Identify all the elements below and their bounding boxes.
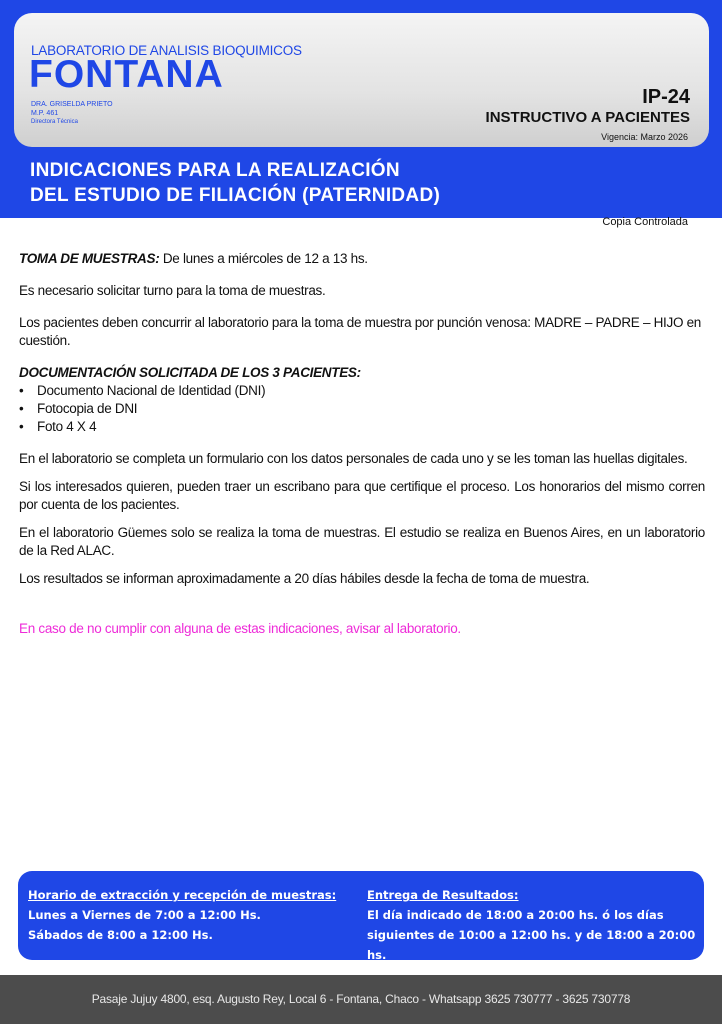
- toma-label: TOMA DE MUESTRAS:: [19, 251, 160, 266]
- doctor-role: Directora Técnica: [31, 119, 78, 125]
- entrega-line-2: siguientes de 10:00 a 12:00 hs. y de 18:00 a 20:00 hs.: [367, 928, 696, 962]
- document-type: INSTRUCTIVO A PACIENTES: [485, 109, 690, 126]
- formulario-paragraph: En el laboratorio se completa un formulario con los datos personales de cada uno y se les toman las huellas digitales.: [19, 451, 688, 466]
- documentacion-title: DOCUMENTACIÓN SOLICITADA DE LOS 3 PACIENTES:: [19, 365, 361, 380]
- page-title: [30, 158, 440, 208]
- escribano-paragraph: Si los interesados quieren, pueden traer un escribano para que certifique el proceso. Los honorarios del mismo corren por cuenta de los pacientes.: [19, 479, 705, 512]
- horario-title: Horario de extracción y recepción de muestras:: [28, 888, 337, 902]
- footer-address: Pasaje Jujuy 4800, esq. Augusto Rey, Local 6 - Fontana, Chaco - Whatsapp 3625 730777 - 3625 730778: [91, 992, 631, 1006]
- document-body: [19, 250, 705, 638]
- lab-logo-name: FONTANA: [29, 53, 224, 96]
- header-band: [0, 0, 722, 218]
- horario-line-2: Sábados de 8:00 a 12:00 Hs.: [28, 928, 213, 942]
- doctor-mp: M.P. 461: [31, 110, 59, 117]
- horario-column: [28, 885, 336, 945]
- vigencia-date: Vigencia: Marzo 2026: [601, 132, 688, 142]
- title-line-1: INDICACIONES PARA LA REALIZACIÓN: [30, 160, 400, 181]
- resultados-paragraph: Los resultados se informan aproximadamente a 20 días hábiles desde la fecha de toma de muestra.: [19, 571, 590, 586]
- doctor-info: [31, 100, 113, 127]
- list-item: • Fotocopia de DNI: [19, 401, 138, 416]
- footer-bar: [0, 975, 722, 1024]
- document-code: IP-24: [642, 86, 690, 108]
- pacientes-paragraph: Los pacientes deben concurrir al laboratorio para la toma de muestra por punción venosa: MADRE – PADRE – HIJO en cuestión.: [19, 315, 702, 348]
- bullet-icon: •: [19, 383, 24, 398]
- bullet-icon: •: [19, 401, 24, 416]
- copia-controlada-label: Copia Controlada: [602, 216, 688, 228]
- entrega-column: [367, 885, 704, 965]
- toma-text: De lunes a miércoles de 12 a 13 hs.: [159, 251, 368, 266]
- list-item: • Foto 4 X 4: [19, 419, 97, 434]
- list-item: • Documento Nacional de Identidad (DNI): [19, 383, 266, 398]
- warning-text: En caso de no cumplir con alguna de estas indicaciones, avisar al laboratorio.: [19, 621, 461, 636]
- documentacion-list: [19, 382, 705, 436]
- lab-subtitle: LABORATORIO DE ANALISIS BIOQUIMICOS: [31, 43, 302, 58]
- entrega-title: Entrega de Resultados:: [367, 888, 519, 902]
- entrega-line-1: El día indicado de 18:00 a 20:00 hs. ó los días: [367, 908, 664, 922]
- doctor-name: DRA. GRISELDA PRIETO: [31, 101, 113, 108]
- guemes-paragraph: En el laboratorio Güemes solo se realiza la toma de muestras. El estudio se realiza en Buenos Aires, en un laboratorio de la Red ALAC.: [19, 525, 705, 558]
- toma-paragraph: [19, 250, 705, 268]
- title-line-2: DEL ESTUDIO DE FILIACIÓN (PATERNIDAD): [30, 185, 441, 206]
- horario-line-1: Lunes a Viernes de 7:00 a 12:00 Hs.: [28, 908, 261, 922]
- header-card: [14, 13, 709, 147]
- schedule-box: [18, 871, 704, 960]
- bullet-icon: •: [19, 419, 24, 434]
- turno-paragraph: Es necesario solicitar turno para la toma de muestras.: [19, 283, 326, 298]
